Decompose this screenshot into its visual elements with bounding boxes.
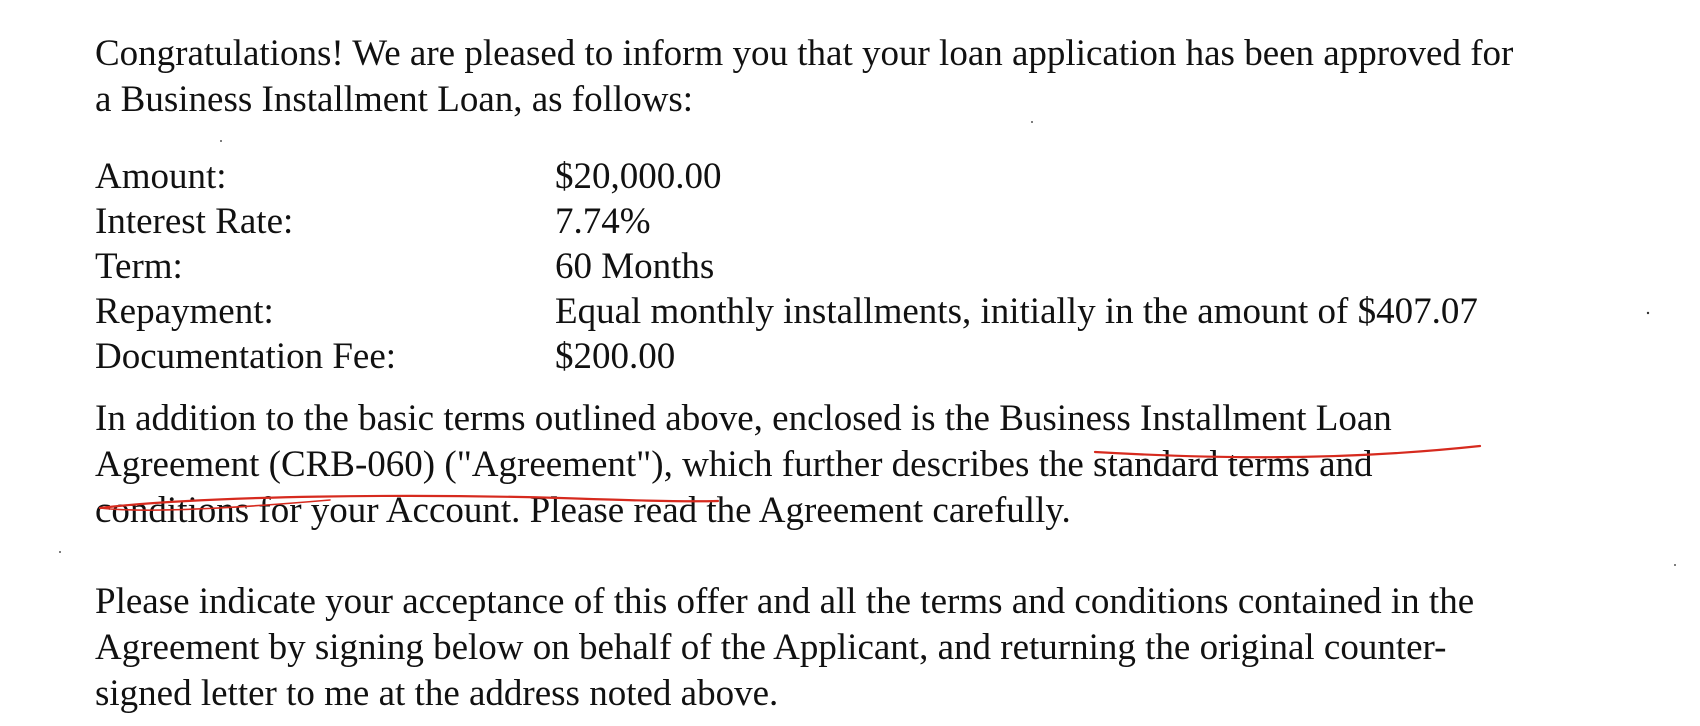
agreement-line-2 (95, 442, 1392, 488)
acceptance-line-2: Agreement by signing below on behalf of the Applicant, and returning the original counter- (95, 627, 1447, 668)
term-value: $200.00 (555, 336, 676, 377)
term-label: Repayment: (95, 291, 274, 332)
intro-line-2: a Business Installment Loan, as follows: (95, 79, 694, 120)
scan-speck (1647, 312, 1649, 314)
term-row-interest-rate (95, 199, 1478, 244)
term-row-repayment (95, 289, 1478, 334)
scan-speck (59, 551, 61, 553)
agreement-paragraph (95, 396, 1392, 534)
term-row-term (95, 244, 1478, 289)
term-label: Term: (95, 246, 183, 287)
term-label: Interest Rate: (95, 201, 294, 242)
term-value: Equal monthly installments, initially in the amount of $407.07 (555, 291, 1478, 332)
scan-speck (220, 140, 222, 142)
acceptance-paragraph (95, 579, 1474, 717)
agreement-title-part-2: Agreement (CRB-060) ("Agreement") (95, 444, 664, 485)
agreement-line-3: conditions for your Account. Please read the Agreement carefully. (95, 490, 1071, 531)
term-value: $20,000.00 (555, 156, 722, 197)
term-value: 60 Months (555, 246, 715, 287)
term-label: Documentation Fee: (95, 336, 397, 377)
agreement-title-part-1: Business Installment Loan (999, 398, 1392, 439)
term-label: Amount: (95, 156, 227, 197)
agreement-line-2-suffix: , which further describes the standard terms and (663, 444, 1373, 485)
loan-terms-table (95, 154, 1478, 379)
acceptance-line-3: signed letter to me at the address noted above. (95, 673, 779, 714)
term-row-amount (95, 154, 1478, 199)
intro-line-1: Congratulations! We are pleased to inform you that your loan application has been approved for (95, 33, 1514, 74)
term-row-documentation-fee (95, 334, 1478, 379)
agreement-line-1-prefix: In addition to the basic terms outlined above, enclosed is the (95, 398, 1000, 439)
agreement-line-1 (95, 396, 1392, 442)
intro-paragraph (95, 31, 1513, 123)
term-value: 7.74% (555, 201, 651, 242)
acceptance-line-1: Please indicate your acceptance of this offer and all the terms and conditions contained in the (95, 581, 1475, 622)
scan-speck (1674, 564, 1676, 566)
